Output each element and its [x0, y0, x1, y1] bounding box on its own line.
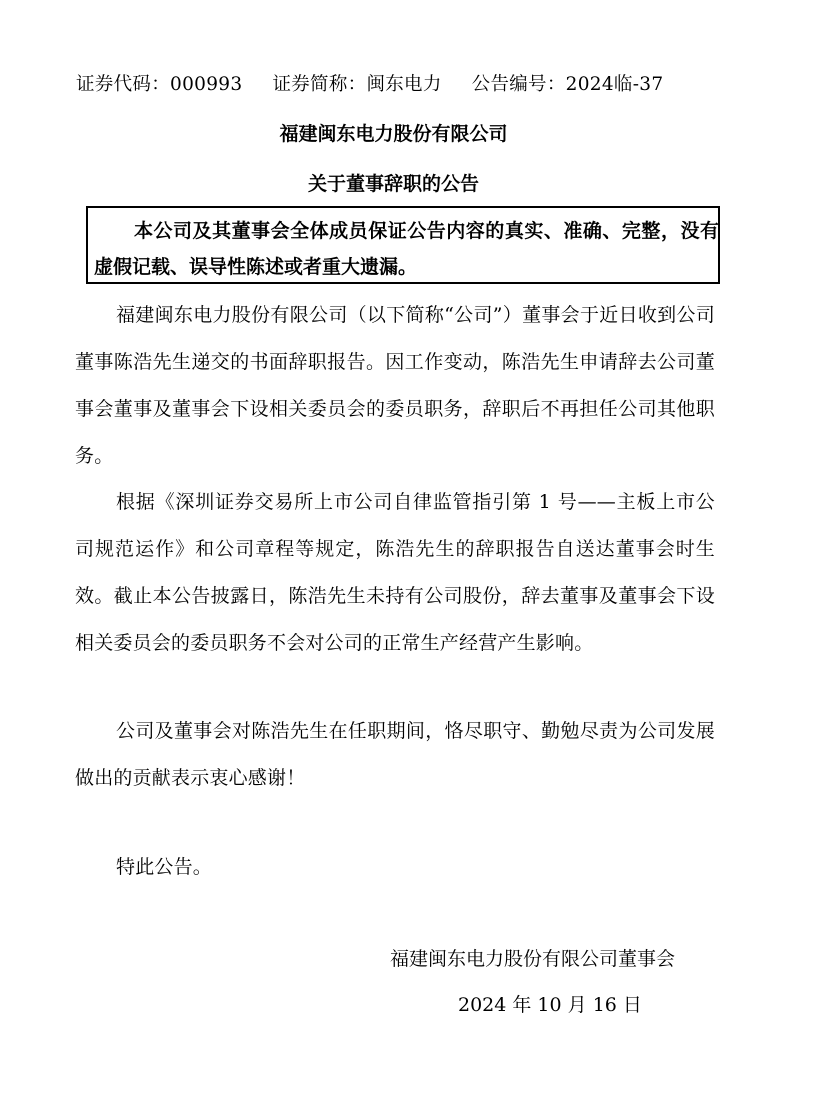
- announcement-header: [76, 70, 663, 96]
- statement-text: 本公司及其董事会全体成员保证公告内容的真实、准确、完整，没有虚假记载、误导性陈述或者重大遗漏。: [94, 220, 719, 278]
- company-title: 福建闽东电力股份有限公司: [279, 123, 508, 145]
- closing-paragraph: 特此公告。: [116, 856, 213, 878]
- stock-name: 证券简称：闽东电力: [272, 74, 442, 95]
- body-paragraph-3: 公司及董事会对陈浩先生在任职期间，恪尽职守、勤勉尽责为公司发展做出的贡献表示衷心感谢！: [75, 720, 715, 789]
- signature-company: 福建闽东电力股份有限公司董事会: [390, 948, 676, 970]
- body-paragraph-2: 根据《深圳证券交易所上市公司自律监管指引第 1 号——主板上市公司规范运作》和公司章程等规定，陈浩先生的辞职报告自送达董事会时生效。截止本公告披露日，陈浩先生未持有公司股份，辞去董事及董事会下设相关委员会的委员职务不会对公司的正常生产经营产生影响。: [75, 491, 715, 654]
- announcement-title: 关于董事辞职的公告: [307, 173, 479, 195]
- signature-date: 2024 年 10 月 16 日: [458, 994, 642, 1016]
- body-paragraph-1: 福建闽东电力股份有限公司（以下简称“公司”）董事会于近日收到公司董事陈浩先生递交的书面辞职报告。因工作变动，陈浩先生申请辞去公司董事会董事及董事会下设相关委员会的委员职务，辞职后不再担任公司其他职务。: [75, 304, 715, 467]
- notice-number: 公告编号：2024临-37: [471, 74, 664, 95]
- stock-code: 证券代码：000993: [76, 74, 243, 95]
